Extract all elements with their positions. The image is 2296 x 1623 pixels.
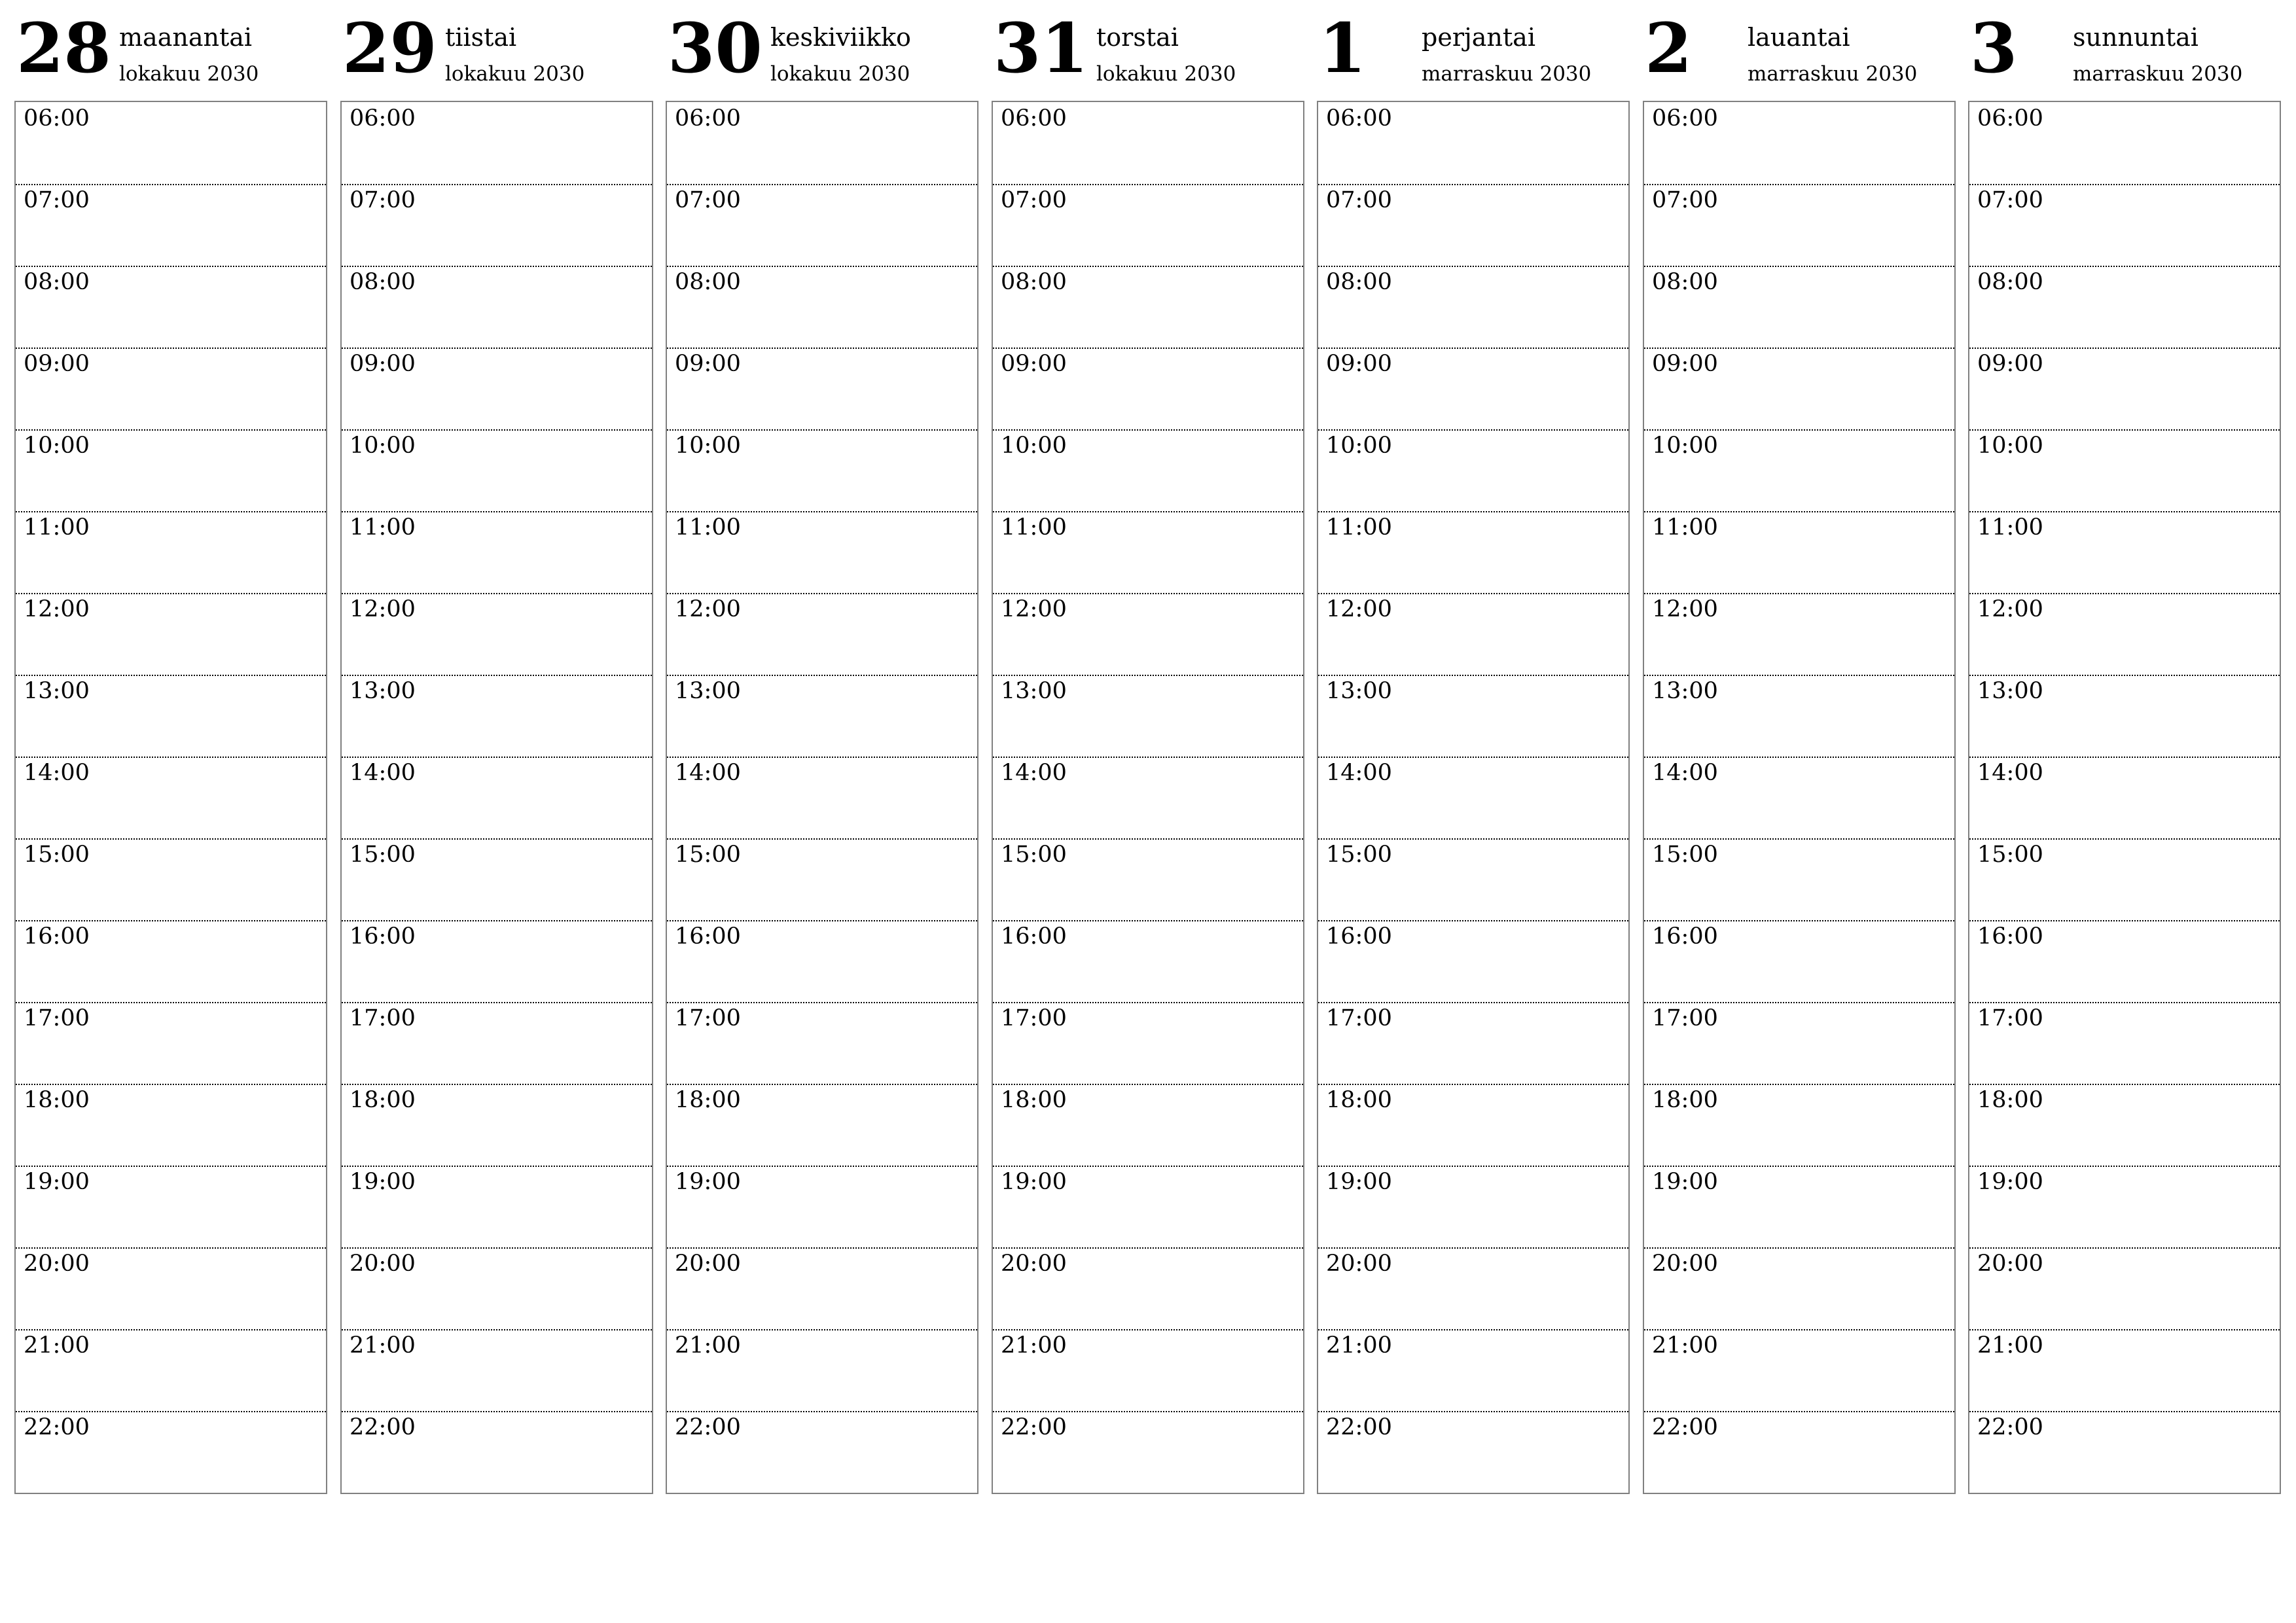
hour-label: 21:00 xyxy=(675,1332,741,1359)
hour-slot xyxy=(1969,1329,2280,1412)
hour-label: 11:00 xyxy=(675,514,741,541)
hour-slot xyxy=(993,348,1303,431)
hour-label: 15:00 xyxy=(1326,842,1392,868)
hour-slot xyxy=(1318,1329,1628,1412)
hour-label: 12:00 xyxy=(675,596,741,622)
day-schedule-box xyxy=(1317,101,1630,1494)
hour-slot xyxy=(1644,1084,1954,1167)
hour-label: 14:00 xyxy=(350,760,416,786)
hour-slot xyxy=(342,920,652,1003)
day-schedule-box xyxy=(1643,101,1956,1494)
hour-label: 17:00 xyxy=(24,1005,90,1031)
hour-label: 10:00 xyxy=(24,433,90,459)
hour-slot xyxy=(1644,511,1954,594)
day-header xyxy=(1317,0,1630,98)
hour-slot xyxy=(342,429,652,512)
hour-label: 15:00 xyxy=(1001,842,1067,868)
hour-label: 06:00 xyxy=(1652,105,1718,132)
hour-slot xyxy=(1644,757,1954,840)
hour-label: 18:00 xyxy=(675,1087,741,1113)
hour-slot xyxy=(1318,675,1628,758)
day-number: 2 xyxy=(1645,8,1693,88)
day-header xyxy=(340,0,653,98)
hour-label: 11:00 xyxy=(350,514,416,541)
hour-slot xyxy=(342,102,652,185)
hour-label: 07:00 xyxy=(1652,187,1718,213)
hour-label: 09:00 xyxy=(24,351,90,377)
hour-label: 17:00 xyxy=(1977,1005,2043,1031)
hour-label: 08:00 xyxy=(1001,269,1067,295)
hour-slot xyxy=(1644,920,1954,1003)
hour-label: 12:00 xyxy=(1977,596,2043,622)
hour-slot xyxy=(16,1329,326,1412)
day-schedule-box xyxy=(340,101,653,1494)
hour-label: 11:00 xyxy=(1977,514,2043,541)
day-name: tiistai xyxy=(445,23,517,52)
hour-slot xyxy=(1969,593,2280,676)
hour-slot xyxy=(1969,920,2280,1003)
hour-label: 10:00 xyxy=(1977,433,2043,459)
hour-slot xyxy=(667,184,977,267)
hour-label: 19:00 xyxy=(1001,1169,1067,1195)
hour-label: 19:00 xyxy=(1977,1169,2043,1195)
hour-label: 07:00 xyxy=(24,187,90,213)
day-month: lokakuu 2030 xyxy=(770,62,910,86)
hour-label: 13:00 xyxy=(1326,678,1392,704)
hour-slot xyxy=(16,838,326,921)
hour-label: 14:00 xyxy=(675,760,741,786)
hour-slot xyxy=(16,429,326,512)
day-name: sunnuntai xyxy=(2073,23,2198,52)
hour-slot xyxy=(1318,920,1628,1003)
hour-slot xyxy=(16,593,326,676)
hour-label: 19:00 xyxy=(350,1169,416,1195)
hour-slot xyxy=(1969,102,2280,185)
hour-label: 21:00 xyxy=(1326,1332,1392,1359)
hour-slot xyxy=(993,102,1303,185)
hour-slot xyxy=(342,511,652,594)
hour-slot xyxy=(993,675,1303,758)
hour-slot xyxy=(667,429,977,512)
day-schedule-box xyxy=(14,101,327,1494)
hour-slot xyxy=(1644,102,1954,185)
hour-slot xyxy=(993,1084,1303,1167)
hour-label: 22:00 xyxy=(1326,1414,1392,1440)
hour-label: 16:00 xyxy=(350,923,416,950)
hour-label: 10:00 xyxy=(350,433,416,459)
day-schedule-box xyxy=(666,101,978,1494)
hour-slot xyxy=(1969,675,2280,758)
hour-label: 07:00 xyxy=(1001,187,1067,213)
hour-label: 20:00 xyxy=(675,1251,741,1277)
hour-slot xyxy=(667,102,977,185)
hour-label: 10:00 xyxy=(1326,433,1392,459)
day-header xyxy=(1643,0,1956,98)
hour-label: 22:00 xyxy=(1001,1414,1067,1440)
hour-label: 21:00 xyxy=(1652,1332,1718,1359)
hour-slot xyxy=(1318,838,1628,921)
hour-label: 19:00 xyxy=(675,1169,741,1195)
hour-label: 21:00 xyxy=(24,1332,90,1359)
day-month: lokakuu 2030 xyxy=(445,62,585,86)
hour-slot xyxy=(342,1411,652,1493)
hour-label: 21:00 xyxy=(350,1332,416,1359)
hour-slot xyxy=(16,1002,326,1085)
hour-slot xyxy=(1969,511,2280,594)
hour-slot xyxy=(1318,593,1628,676)
hour-label: 20:00 xyxy=(350,1251,416,1277)
hour-label: 11:00 xyxy=(1652,514,1718,541)
hour-label: 13:00 xyxy=(1001,678,1067,704)
hour-label: 14:00 xyxy=(1001,760,1067,786)
hour-slot xyxy=(1318,1411,1628,1493)
hour-label: 17:00 xyxy=(1326,1005,1392,1031)
hour-slot xyxy=(1969,757,2280,840)
hour-label: 22:00 xyxy=(24,1414,90,1440)
hour-slot xyxy=(16,348,326,431)
day-number: 1 xyxy=(1319,8,1367,88)
hour-slot xyxy=(342,1084,652,1167)
hour-label: 20:00 xyxy=(24,1251,90,1277)
day-number: 3 xyxy=(1970,8,2018,88)
hour-slot xyxy=(1969,348,2280,431)
hour-slot xyxy=(16,511,326,594)
hour-label: 10:00 xyxy=(1652,433,1718,459)
hour-label: 11:00 xyxy=(24,514,90,541)
hour-slot xyxy=(993,511,1303,594)
hour-slot xyxy=(667,348,977,431)
hour-label: 11:00 xyxy=(1001,514,1067,541)
hour-label: 06:00 xyxy=(1977,105,2043,132)
hour-slot xyxy=(993,920,1303,1003)
hour-label: 14:00 xyxy=(1977,760,2043,786)
hour-label: 16:00 xyxy=(1652,923,1718,950)
day-header xyxy=(992,0,1304,98)
hour-label: 12:00 xyxy=(1326,596,1392,622)
hour-slot xyxy=(1318,757,1628,840)
hour-label: 15:00 xyxy=(675,842,741,868)
hour-slot xyxy=(16,757,326,840)
hour-slot xyxy=(16,184,326,267)
hour-label: 13:00 xyxy=(1652,678,1718,704)
hour-slot xyxy=(993,1166,1303,1249)
hour-label: 20:00 xyxy=(1652,1251,1718,1277)
day-schedule-box xyxy=(992,101,1304,1494)
hour-label: 08:00 xyxy=(1326,269,1392,295)
hour-label: 18:00 xyxy=(350,1087,416,1113)
hour-slot xyxy=(1644,266,1954,349)
hour-label: 21:00 xyxy=(1001,1332,1067,1359)
hour-label: 15:00 xyxy=(350,842,416,868)
hour-label: 18:00 xyxy=(1652,1087,1718,1113)
hour-label: 19:00 xyxy=(1652,1169,1718,1195)
hour-slot xyxy=(1969,838,2280,921)
hour-label: 18:00 xyxy=(1326,1087,1392,1113)
hour-label: 09:00 xyxy=(1977,351,2043,377)
hour-slot xyxy=(667,266,977,349)
hour-label: 17:00 xyxy=(350,1005,416,1031)
hour-slot xyxy=(1318,1247,1628,1330)
day-name: maanantai xyxy=(119,23,253,52)
hour-slot xyxy=(342,1002,652,1085)
hour-slot xyxy=(993,1411,1303,1493)
hour-slot xyxy=(1644,429,1954,512)
day-name: torstai xyxy=(1096,23,1179,52)
hour-slot xyxy=(667,920,977,1003)
hour-slot xyxy=(342,675,652,758)
hour-slot xyxy=(667,1166,977,1249)
hour-label: 18:00 xyxy=(1001,1087,1067,1113)
hour-label: 15:00 xyxy=(24,842,90,868)
day-name: keskiviikko xyxy=(770,23,911,52)
hour-slot xyxy=(1318,1084,1628,1167)
hour-slot xyxy=(16,675,326,758)
hour-slot xyxy=(16,1084,326,1167)
hour-label: 19:00 xyxy=(1326,1169,1392,1195)
hour-label: 15:00 xyxy=(1652,842,1718,868)
hour-slot xyxy=(667,593,977,676)
hour-slot xyxy=(993,1002,1303,1085)
hour-label: 11:00 xyxy=(1326,514,1392,541)
hour-slot xyxy=(1644,1002,1954,1085)
hour-label: 06:00 xyxy=(24,105,90,132)
hour-slot xyxy=(1318,1166,1628,1249)
hour-slot xyxy=(16,920,326,1003)
day-number: 31 xyxy=(994,8,1088,88)
hour-label: 09:00 xyxy=(1001,351,1067,377)
hour-slot xyxy=(342,184,652,267)
day-month: lokakuu 2030 xyxy=(1096,62,1236,86)
hour-label: 07:00 xyxy=(1977,187,2043,213)
hour-slot xyxy=(993,757,1303,840)
hour-label: 17:00 xyxy=(675,1005,741,1031)
hour-label: 09:00 xyxy=(1652,351,1718,377)
day-number: 28 xyxy=(16,8,111,88)
hour-slot xyxy=(1644,593,1954,676)
hour-slot xyxy=(1318,1002,1628,1085)
hour-label: 13:00 xyxy=(24,678,90,704)
hour-slot xyxy=(342,1166,652,1249)
hour-slot xyxy=(342,838,652,921)
hour-slot xyxy=(993,184,1303,267)
hour-slot xyxy=(1644,1411,1954,1493)
hour-slot xyxy=(1644,1329,1954,1412)
hour-label: 14:00 xyxy=(1326,760,1392,786)
hour-slot xyxy=(1969,429,2280,512)
hour-slot xyxy=(1969,1084,2280,1167)
hour-slot xyxy=(993,1329,1303,1412)
hour-label: 20:00 xyxy=(1326,1251,1392,1277)
hour-label: 14:00 xyxy=(1652,760,1718,786)
hour-slot xyxy=(1969,266,2280,349)
hour-slot xyxy=(1644,1166,1954,1249)
hour-slot xyxy=(667,757,977,840)
hour-label: 22:00 xyxy=(350,1414,416,1440)
hour-label: 16:00 xyxy=(1977,923,2043,950)
hour-slot xyxy=(667,1084,977,1167)
day-header xyxy=(1968,0,2281,98)
hour-label: 09:00 xyxy=(1326,351,1392,377)
hour-label: 07:00 xyxy=(350,187,416,213)
hour-slot xyxy=(342,1329,652,1412)
hour-slot xyxy=(1969,1247,2280,1330)
hour-label: 14:00 xyxy=(24,760,90,786)
hour-slot xyxy=(1318,102,1628,185)
hour-label: 15:00 xyxy=(1977,842,2043,868)
hour-slot xyxy=(16,266,326,349)
hour-label: 08:00 xyxy=(1977,269,2043,295)
hour-label: 08:00 xyxy=(675,269,741,295)
day-number: 29 xyxy=(342,8,437,88)
hour-slot xyxy=(1318,511,1628,594)
hour-label: 22:00 xyxy=(1977,1414,2043,1440)
hour-slot xyxy=(1318,184,1628,267)
hour-label: 20:00 xyxy=(1977,1251,2043,1277)
hour-slot xyxy=(1644,348,1954,431)
hour-slot xyxy=(342,1247,652,1330)
hour-slot xyxy=(1644,184,1954,267)
hour-slot xyxy=(993,838,1303,921)
hour-label: 16:00 xyxy=(675,923,741,950)
hour-label: 22:00 xyxy=(1652,1414,1718,1440)
hour-label: 17:00 xyxy=(1001,1005,1067,1031)
hour-label: 19:00 xyxy=(24,1169,90,1195)
hour-slot xyxy=(1318,429,1628,512)
hour-slot xyxy=(667,838,977,921)
hour-label: 12:00 xyxy=(1652,596,1718,622)
hour-slot xyxy=(993,266,1303,349)
hour-label: 13:00 xyxy=(675,678,741,704)
hour-label: 07:00 xyxy=(1326,187,1392,213)
hour-slot xyxy=(667,675,977,758)
hour-label: 20:00 xyxy=(1001,1251,1067,1277)
hour-label: 07:00 xyxy=(675,187,741,213)
hour-slot xyxy=(1969,184,2280,267)
hour-slot xyxy=(1318,266,1628,349)
hour-label: 08:00 xyxy=(1652,269,1718,295)
hour-label: 10:00 xyxy=(1001,433,1067,459)
day-month: marraskuu 2030 xyxy=(1748,62,1918,86)
hour-slot xyxy=(16,102,326,185)
hour-label: 09:00 xyxy=(675,351,741,377)
hour-slot xyxy=(1318,348,1628,431)
hour-label: 06:00 xyxy=(675,105,741,132)
hour-slot xyxy=(667,1411,977,1493)
hour-slot xyxy=(16,1411,326,1493)
hour-label: 10:00 xyxy=(675,433,741,459)
hour-label: 09:00 xyxy=(350,351,416,377)
hour-slot xyxy=(1969,1002,2280,1085)
hour-label: 08:00 xyxy=(350,269,416,295)
hour-slot xyxy=(667,511,977,594)
hour-label: 06:00 xyxy=(1326,105,1392,132)
hour-slot xyxy=(993,593,1303,676)
hour-label: 12:00 xyxy=(350,596,416,622)
day-month: lokakuu 2030 xyxy=(119,62,259,86)
hour-label: 21:00 xyxy=(1977,1332,2043,1359)
hour-slot xyxy=(342,348,652,431)
hour-label: 22:00 xyxy=(675,1414,741,1440)
hour-slot xyxy=(1969,1411,2280,1493)
hour-slot xyxy=(342,757,652,840)
hour-slot xyxy=(342,266,652,349)
hour-label: 16:00 xyxy=(24,923,90,950)
hour-slot xyxy=(667,1329,977,1412)
day-month: marraskuu 2030 xyxy=(1422,62,1592,86)
hour-slot xyxy=(667,1247,977,1330)
hour-slot xyxy=(16,1247,326,1330)
hour-label: 17:00 xyxy=(1652,1005,1718,1031)
hour-label: 16:00 xyxy=(1001,923,1067,950)
hour-label: 08:00 xyxy=(24,269,90,295)
hour-label: 06:00 xyxy=(1001,105,1067,132)
hour-slot xyxy=(993,1247,1303,1330)
day-name: lauantai xyxy=(1748,23,1850,52)
day-header xyxy=(14,0,327,98)
hour-label: 13:00 xyxy=(350,678,416,704)
hour-slot xyxy=(1644,675,1954,758)
hour-slot xyxy=(16,1166,326,1249)
day-header xyxy=(666,0,978,98)
hour-label: 16:00 xyxy=(1326,923,1392,950)
hour-label: 18:00 xyxy=(24,1087,90,1113)
day-name: perjantai xyxy=(1422,23,1535,52)
hour-slot xyxy=(1644,838,1954,921)
hour-label: 12:00 xyxy=(24,596,90,622)
day-schedule-box xyxy=(1968,101,2281,1494)
hour-label: 06:00 xyxy=(350,105,416,132)
hour-slot xyxy=(1969,1166,2280,1249)
hour-slot xyxy=(993,429,1303,512)
hour-slot xyxy=(342,593,652,676)
day-number: 30 xyxy=(668,8,762,88)
hour-label: 13:00 xyxy=(1977,678,2043,704)
day-month: marraskuu 2030 xyxy=(2073,62,2243,86)
hour-slot xyxy=(667,1002,977,1085)
hour-slot xyxy=(1644,1247,1954,1330)
hour-label: 12:00 xyxy=(1001,596,1067,622)
hour-label: 18:00 xyxy=(1977,1087,2043,1113)
